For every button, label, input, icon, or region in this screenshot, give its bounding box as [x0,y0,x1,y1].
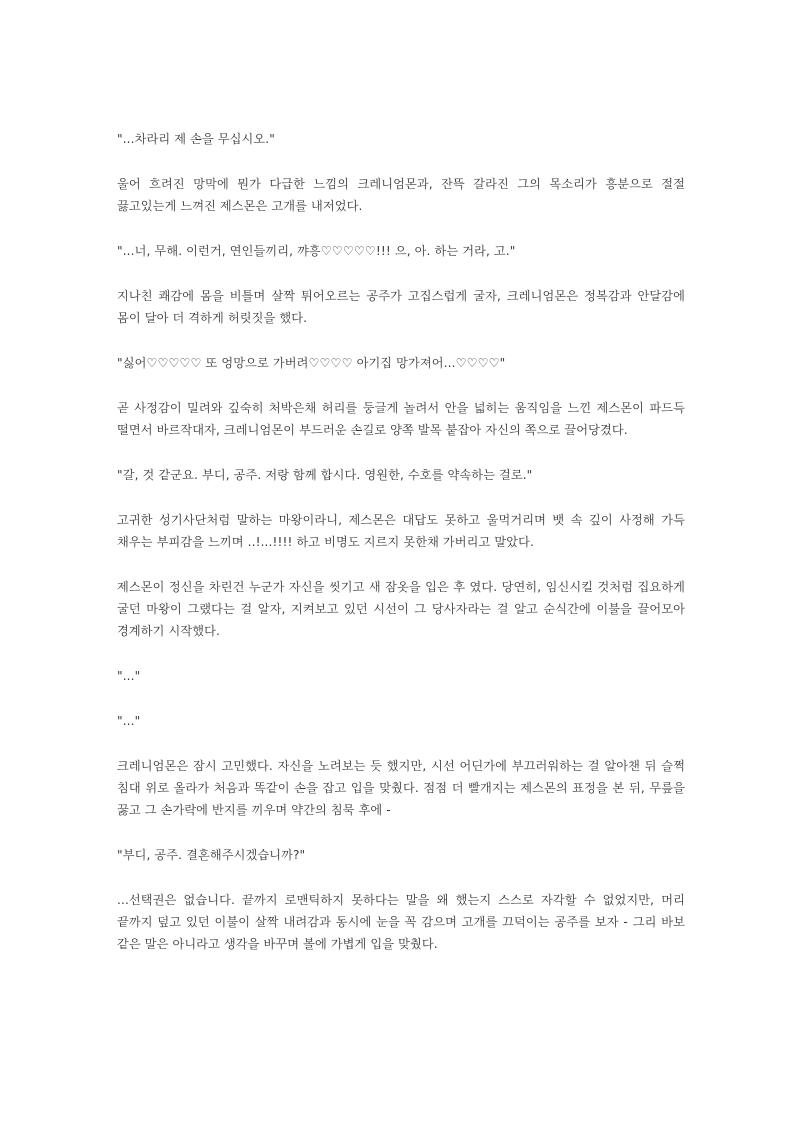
dialogue-paragraph: "부디, 공주. 결혼해주시겠습니까?" [117,848,306,862]
dialogue-paragraph: "싫어♡♡♡♡♡ 또 엉망으로 가버려♡♡♡♡ 아기집 망가져어...♡♡♡♡" [117,356,506,370]
dialogue-paragraph: "..." [117,669,141,683]
narration-paragraph: 제스몬이 정신을 차린건 누군가 자신을 씻기고 새 잠옷을 입은 후 였다. 당연히, 임신시킬 것처럼 집요하게 굴던 마왕이 그랬다는 걸 알자, 지켜보고 있던 시선이 그 당사자라는 걸 알고 순식간에 이불을 끌어모아 경계하기 시작했다. [117,580,685,638]
narration-paragraph: 크레니엄몬은 잠시 고민했다. 자신을 노려보는 듯 했지만, 시선 어딘가에 부끄러워하는 걸 알아챈 뒤 슬쩍 침대 위로 올라가 처음과 똑같이 손을 잡고 입을 맞췄다. 점점 더 빨개지는 제스몬의 표정을 본 뒤, 무릎을 꿇고 그 손가락에 반지를 끼우며 약간의 침묵 후에 - [117,759,685,817]
document-page [117,128,685,978]
narration-paragraph: 울어 흐려진 망막에 뭔가 다급한 느낌의 크레니엄몬과, 잔뜩 갈라진 그의 목소리가 흥분으로 절절 끓고있는게 느껴진 제스몬은 고개를 내저었다. [117,177,685,213]
narration-paragraph: 곧 사정감이 밀려와 깊숙히 처박은채 허리를 둥글게 놀려서 안을 넓히는 움직임을 느낀 제스몬이 파드득 떨면서 바르작대자, 크레니엄몬이 부드러운 손길로 양쪽 발목 붙잡아 자신의 쪽으로 끌어당겼다. [117,401,685,437]
narration-paragraph: 고귀한 성기사단처럼 말하는 마왕이라니, 제스몬은 대답도 못하고 울먹거리며 뱃 속 깊이 사정해 가득 채우는 부피감을 느끼며 ..!...!!!! 하고 비명도 지르지 못한채 가버리고 말았다. [117,513,685,549]
dialogue-paragraph: "갈, 것 같군요. 부디, 공주. 저랑 함께 합시다. 영원한, 수호를 약속하는 걸로." [117,468,533,482]
dialogue-paragraph: "...너, 무해. 이런거, 연인들끼리, 꺄흥♡♡♡♡♡!!! 으, 아. 하는 거라, 고." [117,244,516,258]
dialogue-paragraph: "..." [117,714,141,728]
dialogue-paragraph: "...차라리 제 손을 무십시오." [117,132,275,146]
narration-paragraph: 지나친 쾌감에 몸을 비틀며 살짝 튀어오르는 공주가 고집스럽게 굴자, 크레니엄몬은 정복감과 안달감에 몸이 달아 더 격하게 허릿짓을 했다. [117,289,685,325]
narration-paragraph: ...선택권은 없습니다. 끝까지 로맨틱하지 못하다는 말을 왜 했는지 스스로 자각할 수 없었지만, 머리 끝까지 덮고 있던 이불이 살짝 내려감과 동시에 눈을 꼭 감으며 고개를 끄덕이는 공주를 보자 - 그리 바보 같은 말은 아니라고 생각을 바꾸며 볼에 가볍게 입을 맞췄다. [117,893,685,951]
